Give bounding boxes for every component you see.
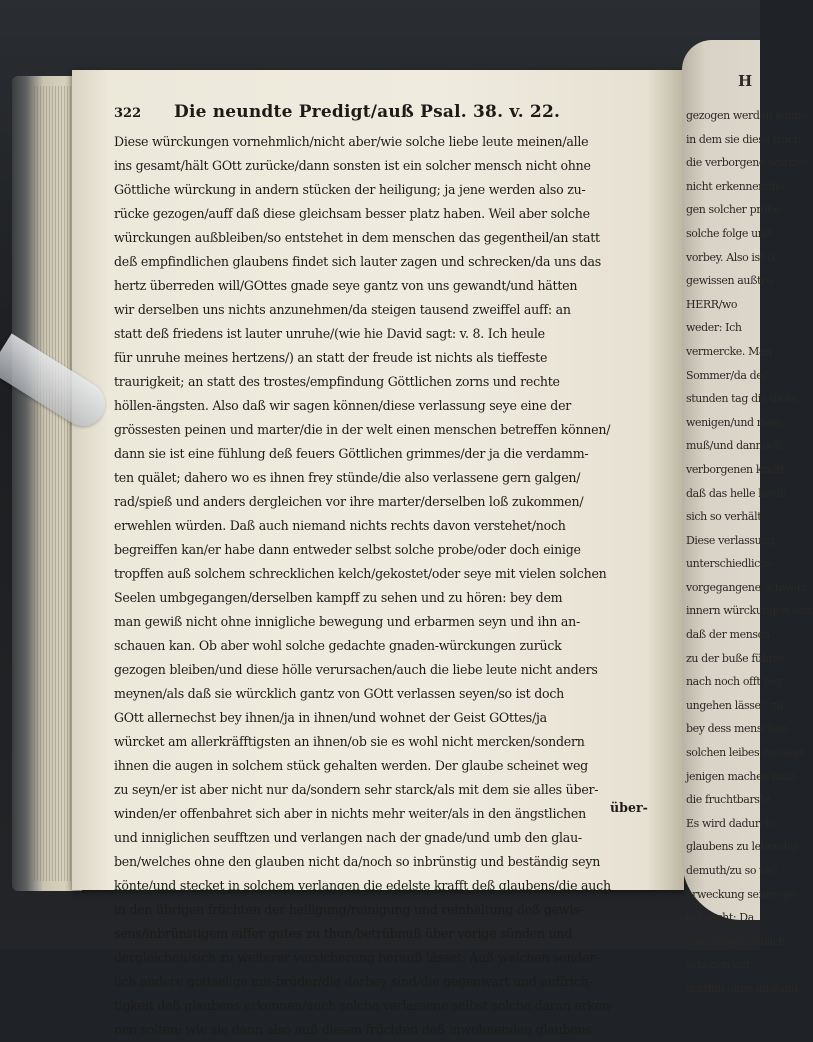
facing-text-line: in dem sie diese früch <box>686 132 801 146</box>
facing-text-line: die verborgene wurtzel <box>686 156 808 170</box>
text-line: schauen kan. Ob aber wohl solche gedachte gnaden-würckungen zurück <box>114 638 562 653</box>
text-line: sens/inbrünstigem eiffer gutes zu thun/betrübnuß über vorige sünden und <box>114 926 573 941</box>
facing-text-line: nach noch offt bey <box>686 675 783 689</box>
text-line: gezogen bleiben/und diese hölle verursachen/auch die liebe leute nicht anders <box>114 662 598 677</box>
facing-text-line: bey dess menschen <box>686 722 788 736</box>
facing-text-line: muß/und dannoch <box>686 439 781 453</box>
text-line: würckungen außbleiben/so entstehet in dem menschen das gegentheil/an statt <box>114 230 600 245</box>
facing-text-line: zu der buße führet <box>686 651 784 665</box>
page-number: 322 <box>114 106 142 121</box>
text-line: für unruhe meines hertzens/) an statt der freude ist nichts als tieffeste <box>114 350 548 365</box>
facing-text-line: erweckung seines ge <box>686 887 796 901</box>
facing-text-block <box>686 104 813 1001</box>
text-line: und inniglichen seufftzen und verlangen nach der gnade/und umb den glau- <box>114 830 582 845</box>
text-line: statt deß friedens ist lauter unruhe/(wie hie David sagt: v. 8. Ich heule <box>114 326 545 341</box>
facing-text-line: innern würckungen sein <box>686 604 813 618</box>
facing-text-line: daß das helle liecht <box>686 486 788 500</box>
facing-page <box>682 40 813 995</box>
text-line: könte/und stecket in solchem verlangen die edelste krafft deß glaubens/die auch <box>114 878 611 893</box>
text-line: hertz überreden will/GOttes gnade seye gantz von uns gewandt/und hätten <box>114 278 578 293</box>
facing-text-line: weder: Ich <box>686 321 742 335</box>
text-line: in den übrigen früchten der heiligung/reinigung und reinhaltung deß gewis- <box>114 902 584 917</box>
facing-text-line: HERR/wo <box>686 297 738 311</box>
facing-text-line: gebracht: Da <box>686 911 754 925</box>
facing-text-line: vorgegangene schwehr <box>686 580 809 594</box>
facing-text-line: Sommer/da der <box>686 368 768 382</box>
text-line: winden/er offenbahret sich aber in nichts mehr weiter/als in den ängstlichen <box>114 806 586 821</box>
text-line: deß empfindlichen glaubens findet sich lauter zagen und schrecken/da uns das <box>114 254 602 269</box>
facing-text-line: solche folge und <box>686 226 772 240</box>
facing-text-line: gen solcher probe <box>686 203 781 217</box>
text-line: wir derselben uns nichts anzunehmen/da steigen tausend zweiffel auff: an <box>114 302 571 317</box>
facing-text-line: vermercke. Man <box>686 344 772 358</box>
facing-text-line: glaubens zu lebendig <box>686 840 797 854</box>
text-line: rücke gezogen/auff daß diese gleichsam besser platz haben. Weil aber solche <box>114 206 590 221</box>
facing-text-line: die fruchtbarste <box>686 793 770 807</box>
facing-text-line: schönen mit <box>686 958 750 972</box>
facing-text-line: vorbey. Also ist G <box>686 250 776 264</box>
text-line: traurigkeit; an statt des trostes/empfindung Göttlichen zorns und rechte <box>114 374 560 389</box>
page-text <box>114 102 654 1042</box>
facing-text-line: ungehen lässet; zu <box>686 698 784 712</box>
facing-text-line: daß der mensch <box>686 628 771 642</box>
text-line: dergleichen/sich zu weiterer versicherung herauß lässet: Auß welchen sonder- <box>114 950 600 965</box>
text-line: ins gesamt/hält GOtt zurücke/dann sonsten ist ein solcher mensch nicht ohne <box>114 158 591 173</box>
facing-text-line: demuth/zu so viel <box>686 864 778 877</box>
facing-text-line: nicht erkennen/die <box>686 179 785 193</box>
text-line: ihnen die augen in solchem stück gehalten werden. Der glaube scheinet weg <box>114 758 588 773</box>
text-line: begreiffen kan/er habe dann entweder selbst solche probe/oder doch einige <box>114 542 581 557</box>
text-line: man gewiß nicht ohne innigliche bewegung und erbarmen seyn und ihn an- <box>114 614 580 629</box>
facing-running-head: H <box>738 72 753 90</box>
facing-text-line: verborgenen krafft <box>686 462 785 476</box>
catchword: über- <box>610 800 648 815</box>
facing-text-line: gewissen außtru <box>686 274 773 288</box>
facing-text-line: stunden tag die dicke <box>686 392 798 406</box>
text-line: tigkeit deß glaubens erkennen/auch solche verlassene selbst solche daran erken- <box>114 998 614 1013</box>
facing-text-line: Es wird dadurch <box>686 816 773 830</box>
page-header <box>114 102 654 130</box>
text-line: erwehlen würden. Daß auch niemand nichts rechts davon verstehet/noch <box>114 518 566 533</box>
text-line: tropffen auß solchem schrecklichen kelch/gekostet/oder seye mit vielen solchen <box>114 566 607 581</box>
text-line: nen solten: wie sie dann also auß diesen früchten deß inwohnenden glaubens <box>114 1022 592 1037</box>
facing-text-line: unterschiedliche <box>686 557 773 571</box>
facing-text-line: dorthin ohne anstand <box>686 981 798 995</box>
text-line: lich andere gottselige mit-brüder/die darbey sind/die gegenwart und auffrich- <box>114 974 593 989</box>
text-line: GOtt allernechst bey ihnen/ja in ihnen/und wohnet der Geist GOttes/ja <box>114 710 547 725</box>
text-line: Göttliche würckung in andern stücken der heiligung; ja jene werden also zu- <box>114 182 586 197</box>
text-line: ben/welches ohne den glauben nicht da/noch so inbrünstig und beständig seyn <box>114 854 601 869</box>
text-line: rad/spieß und anders dergleichen vor ihre marter/derselben loß zukommen/ <box>114 494 584 509</box>
facing-text-line: solchen leibes zustand <box>686 746 804 760</box>
facing-text-line: jenigen machen müß <box>686 769 796 783</box>
text-line: Diese würckungen vornehmlich/nicht aber/wie solche liebe leute meinen/alle <box>114 134 589 149</box>
text-line: grössesten peinen und marter/die in der welt einen menschen betreffen können/ <box>114 422 611 437</box>
facing-text-line: von einiger leiblich <box>686 934 786 948</box>
text-line: meynen/als daß sie würcklich gantz von GOtt verlassen seyen/so ist doch <box>114 686 564 701</box>
text-line: Seelen umbgegangen/derselben kampff zu sehen und zu hören: bey dem <box>114 590 563 605</box>
facing-text-line: sich so verhält <box>686 510 762 524</box>
text-line: höllen-ängsten. Also daß wir sagen können/diese verlassung seye eine der <box>114 398 572 413</box>
facing-text-line: Diese verlassung <box>686 533 775 547</box>
facing-text-line: gezogen werden könne <box>686 109 808 122</box>
text-line: dann sie ist eine fühlung deß feuers Göttlichen grimmes/der ja die verdamm- <box>114 446 589 461</box>
text-line: würcket am allerkräfftigsten an ihnen/ob sie es wohl nicht mercken/sondern <box>114 734 585 749</box>
running-head: Die neundte Predigt/auß Psal. 38. v. 22. <box>174 102 561 122</box>
body-text <box>114 130 654 1042</box>
facing-text-line: wenigen/und man <box>686 415 780 429</box>
text-line: zu seyn/er ist aber nicht nur da/sondern sehr starck/als mit dem sie alles über- <box>114 782 599 797</box>
text-line: ten quälet; dahero wo es ihnen frey stünde/die also verlassene gern galgen/ <box>114 470 581 485</box>
